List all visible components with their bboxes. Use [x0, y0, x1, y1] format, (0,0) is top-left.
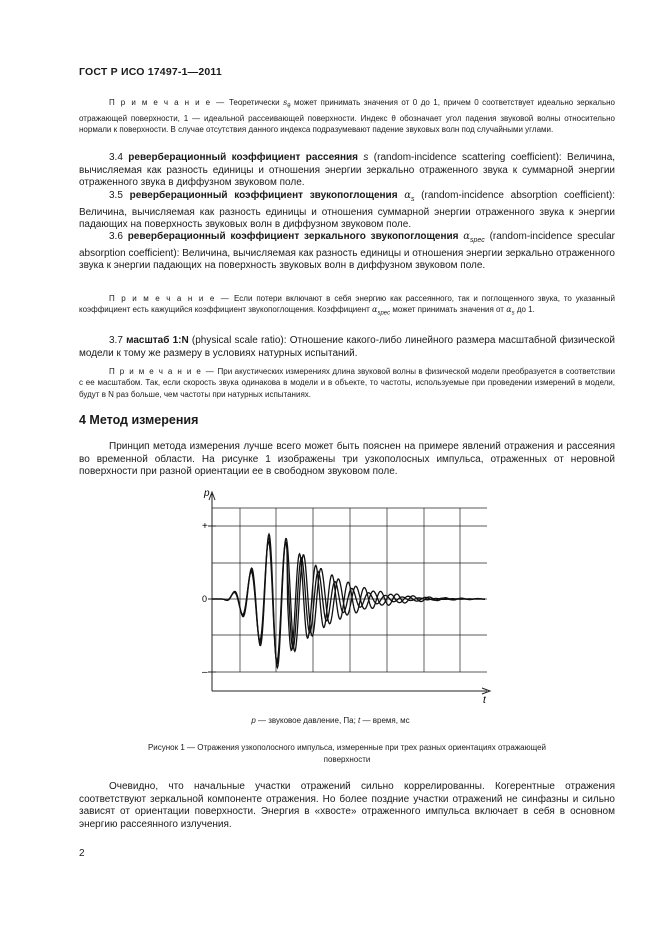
note-text: может принимать значения от — [392, 305, 504, 315]
tick-label-plus: + — [202, 521, 208, 532]
term-name: реверберационный коэффициент звукопоглощения — [129, 190, 398, 201]
document-header: ГОСТ Р ИСО 17497-1—2011 — [79, 66, 222, 78]
term-number: 3.5 — [109, 190, 123, 201]
note-1 — [79, 97, 615, 136]
note-label: П р и м е ч а н и е — — [109, 367, 216, 376]
note-label: П р и м е ч а н и е — — [109, 294, 231, 303]
term-3-7 — [79, 335, 615, 360]
term-name: реверберационный коэффициент рассеяния — [128, 152, 359, 163]
page-number: 2 — [79, 848, 85, 859]
subscript: spec — [377, 311, 391, 317]
term-definition: (random-incidence absorption coefficient): Величина, вычисляемая как разность единицы и отношения суммарной энергии отраженного звука к энергии падающих на поверхность звуковых волн в диффузном звуковом поле. — [79, 190, 616, 231]
waveform-chart — [190, 484, 500, 706]
legend-text: — звуковое давление, Па; — [258, 716, 356, 725]
symbol: α — [506, 305, 512, 315]
term-definition: (random-incidence scattering coefficient): Величина, вычисляемая как разность единицы и отношения энергии зеркально отраженного звука к суммарной энергии отраженного звука в диффузном звуковом поле. — [79, 152, 616, 189]
waveform-series-1 — [212, 534, 485, 668]
note-2 — [79, 293, 615, 320]
caption-line: Рисунок 1 — Отражения узкополосного импульса, измеренные при трех разных ориентациях отражающей — [147, 743, 547, 752]
legend-symbol-p: p — [251, 716, 256, 725]
symbol: α — [404, 190, 411, 201]
note-3 — [79, 366, 615, 400]
symbol: s — [283, 98, 288, 107]
note-text: Если потери включают в себя энергию как рассеянного, так и поглощенного звука, то указанный коэффициент есть кажущийся коэффициент звукопоглощения. Коэффициент — [79, 294, 616, 315]
legend-text: — время, мс — [362, 716, 410, 725]
chart-series — [212, 534, 485, 668]
term-3-6 — [79, 231, 615, 273]
legend-symbol-t: t — [358, 716, 361, 725]
chart-grid — [212, 508, 487, 672]
subscript: θ — [287, 103, 291, 110]
waveform-series-3 — [212, 542, 485, 662]
subscript: s — [511, 311, 515, 317]
symbol: α — [463, 231, 471, 242]
caption-line: поверхности — [323, 755, 371, 764]
term-number: 3.4 — [109, 152, 123, 163]
subscript: spec — [470, 237, 485, 244]
symbol: α — [372, 305, 378, 315]
closing-paragraph: Очевидно, что начальные участки отражений сильно коррелированны. Когерентные отражения соответствуют зеркальной компоненте отражения. Но более поздние участки отражений не синфазны и сильно зависят от ориентации поверхности. Энергия в «хвосте» отраженного импульса включает в себя в основном энергию рассеянного излучения. — [79, 781, 615, 830]
term-definition: (physical scale ratio): Отношение какого-либо линейного размера масштабной физической модели к тому же размеру в условиях натурных испытаний. — [79, 335, 615, 359]
section-paragraph: Принцип метода измерения лучше всего может быть пояснен на примере явлений отражения и рассеяния во временной области. На рисунке 1 изображены три узкополосных импульса, отраженных от неровной поверхности при разной ориентации ее в свободном звуковом поле. — [79, 441, 615, 478]
subscript: s — [410, 196, 415, 203]
term-3-5 — [79, 190, 615, 232]
term-name: реверберационный коэффициент зеркального звукопоглощения — [127, 231, 459, 242]
note-text: до 1. — [516, 305, 535, 315]
term-number: 3.6 — [109, 231, 123, 242]
note-text: Теоретически — [228, 98, 280, 107]
tick-label-zero: 0 — [202, 594, 208, 604]
waveform-series-2 — [212, 538, 485, 663]
tick-label-minus: – — [202, 667, 208, 678]
figure-legend — [0, 715, 661, 727]
note-text: может принимать значения от 0 до 1, причем 0 соответствует идеально зеркально отражающей поверхности, 1 — идеальной рассеивающей поверхности. Индекс θ обозначает угол падения звуковой волны относительно нормали к поверхности. В случае отсутствия данного индекса подразумевают падение звуковых волн под случайными углами. — [79, 98, 615, 135]
symbol: s — [363, 152, 369, 163]
note-text: При акустических измерениях длина звуковой волны в физической модели преобразуется в соответствии с ее масштабом. Так, если скорость звука одинакова в модели и в объекте, то частоты, используемые при проведении измерений в модели, будут в N раз больше, чем частоты при натурных испытаниях. — [79, 367, 615, 399]
term-3-4 — [79, 152, 615, 190]
term-definition: (random-incidence specular absorption coefficient): Величина, вычисляемая как разность единицы и отношения энергии зеркально отраженного звука к энергии падающих на поверхность звуковых волн в диффузном звуковом поле. — [79, 231, 615, 272]
term-name: масштаб 1:N — [126, 335, 189, 346]
figure-caption — [79, 742, 615, 766]
x-axis-label: t — [483, 695, 486, 706]
y-axis-label: p — [204, 488, 210, 499]
term-number: 3.7 — [109, 335, 123, 346]
note-label: П р и м е ч а н и е — — [109, 98, 226, 107]
section-title: 4 Метод измерения — [79, 413, 199, 427]
